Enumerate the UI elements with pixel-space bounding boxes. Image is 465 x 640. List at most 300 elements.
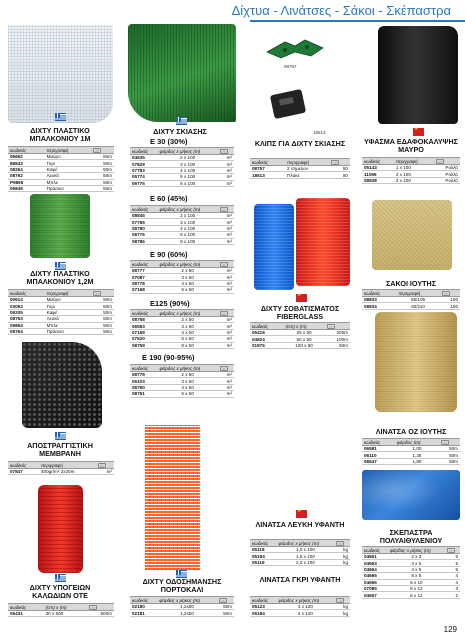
table-cell: 50m <box>91 309 114 315</box>
table-cell: 6 x 12 <box>388 592 445 598</box>
table-cell: 08264 <box>8 166 45 172</box>
unit-icon: ▭ <box>98 463 106 468</box>
table-cell: 400gr/m² 2x20m <box>39 469 96 475</box>
table-cell: 04663 <box>362 560 388 566</box>
table-cell: 3 x 100 <box>158 219 218 225</box>
table-header-cell: κωδικός <box>250 540 276 547</box>
table-cell: 05662 <box>8 154 45 160</box>
balcony-net-1-2m-title: ΔΙΧΤΥ ΠΛΑΣΤΙΚΟ ΜΠΑΛΚΟΝΙΟΥ 1,2M <box>26 269 94 286</box>
drainage-membrane-table <box>8 461 114 475</box>
table-cell: 50m <box>325 342 350 348</box>
table-cell: 5 x 50 <box>158 287 218 293</box>
table-cell: 8 x 12 <box>388 585 445 591</box>
table-cell: 06581 <box>362 446 395 452</box>
unit-icon: ▭ <box>336 541 344 546</box>
unit-icon: ▭ <box>331 160 339 165</box>
table-cell: m² <box>218 268 234 274</box>
table-cell: 2 x 100 <box>158 155 218 161</box>
table-cell: 05184 <box>250 610 276 616</box>
table-row <box>130 342 234 348</box>
col-description: περιγραφή <box>45 290 91 297</box>
table-cell: 07765 <box>130 219 158 225</box>
clips-title: ΚΛΙΠΣ ΓΙΑ ΔΙΧΤΥ ΣΚΙΑΣΗΣ <box>254 139 346 148</box>
table-cell: 05119 <box>250 559 276 565</box>
table-row <box>362 177 460 183</box>
table-cell: m² <box>218 232 234 238</box>
table-cell: 08779 <box>130 372 158 378</box>
table-cell: 08757 <box>250 166 285 172</box>
balcony-net-1m-table <box>8 146 114 192</box>
clip-black-icon <box>268 88 308 122</box>
burlap-white-table <box>250 539 350 566</box>
header-rule <box>250 20 465 22</box>
table-cell: 08759 <box>130 342 158 348</box>
shade-group-title: E 90 (60%) <box>150 250 188 259</box>
table-cell: kg <box>334 610 350 616</box>
fiberglass-net-photo <box>254 198 352 290</box>
traffic-net-title: ΔΙΧΤΥ ΟΔΟΣΗΜΑΝΣΗΣ ΠΟΡΤΟΚΑΛΙ <box>142 577 222 594</box>
jute-burlap-title: ΛΙΝΑΤΣΑ ΟΖ ΙΟΥΤΗΣ <box>375 427 447 436</box>
table-cell: 100 x 50 <box>284 342 325 348</box>
table-header-cell: κωδικός <box>362 547 388 554</box>
table-cell: kg <box>334 559 350 565</box>
table-row <box>250 559 350 565</box>
table-cell: 50m <box>91 160 114 166</box>
table-cell: m² <box>218 384 234 390</box>
table-header-cell: περιγραφή <box>394 158 434 165</box>
ground-cover-fabric-photo <box>378 26 458 124</box>
table-header-cell: κωδικός <box>130 365 158 372</box>
tarp-photo <box>362 470 460 520</box>
table-cell: P9865 <box>8 179 45 185</box>
table-header-cell: φάρδος (m) <box>395 439 440 446</box>
table-cell: 88843 <box>8 160 45 166</box>
table-header-cell: περιγραφή <box>285 159 329 166</box>
table-cell: 3 x 100 <box>158 161 218 167</box>
unit-icon: ▭ <box>219 598 227 603</box>
table-cell: 4 x 100 <box>158 167 218 173</box>
table-cell: 8 x 50 <box>158 342 218 348</box>
table-cell: 2 x 100 <box>158 213 218 219</box>
table-cell: 04664 <box>362 566 388 572</box>
traffic-net-table <box>130 596 234 617</box>
table-cell: m² <box>218 167 234 173</box>
table-header-cell: φάρδος x μήκος (m) <box>158 206 218 213</box>
table-cell: 4 x 100 <box>158 225 218 231</box>
table-cell: m² <box>218 378 234 384</box>
table-cell: 50m <box>91 173 114 179</box>
unit-icon: ▭ <box>441 440 449 445</box>
jute-sacks-title: ΣΑΚΟΙ ΙΟΥΤΗΣ <box>385 279 437 288</box>
unit-icon: ▭ <box>93 291 101 296</box>
china-flag-icon <box>296 294 307 302</box>
drainage-membrane-photo <box>22 342 102 428</box>
shade-group-title: E 60 (45%) <box>150 194 188 203</box>
table-cell: 5 x 100 <box>158 174 218 180</box>
table-cell: 50m <box>91 154 114 160</box>
table-cell: 4 x 50 <box>158 384 218 390</box>
table-cell: 25 x 50 <box>284 330 325 336</box>
jute-sacks-table <box>362 289 460 310</box>
table-row <box>362 303 460 309</box>
table-cell: 04661 <box>362 554 388 560</box>
table-cell: 02180 <box>130 604 157 610</box>
table-cell: 05184 <box>250 553 276 559</box>
shade-net-photo <box>128 24 236 122</box>
table-cell: 5 <box>445 560 460 566</box>
balcony-net-white-photo <box>8 25 113 123</box>
shade-group-title: E125 (90%) <box>150 299 190 308</box>
table-header-cell: κωδικός <box>130 310 158 317</box>
table-cell: 5 x 8 <box>388 573 445 579</box>
burlap-white-title: ΛΙΝΑΤΣΑ ΛΕΥΚΗ ΥΦΑΝΤΗ <box>255 520 345 529</box>
table-header-cell: φάρδος x μήκος (m) <box>158 261 218 268</box>
table-row <box>8 469 114 475</box>
table-cell: 05415 <box>250 330 284 336</box>
table-header-cell: φάρδος x μήκος (m) <box>276 597 334 604</box>
burlap-grey-title: ΛΙΝΑΤΣΑ ΓΚΡΙ ΥΦΑΝΤΗ <box>259 575 341 584</box>
unit-icon: ▭ <box>336 598 344 603</box>
table-cell: 50 x 50 <box>284 336 325 342</box>
col-unit-icon <box>96 462 114 469</box>
clip2-code-label: 18513 <box>313 130 326 135</box>
col-unit-icon <box>87 604 114 611</box>
table-cell: 08834 <box>362 303 396 309</box>
table-cell: Πράσινο <box>45 328 91 334</box>
table-cell: 05143 <box>362 165 394 171</box>
table-cell: 04666 <box>362 579 388 585</box>
table-row <box>250 610 350 616</box>
shade-e30-table <box>130 147 234 187</box>
table-cell: 100 <box>440 303 460 309</box>
col-code: κωδικός <box>8 604 44 611</box>
table-cell: 08777 <box>130 268 158 274</box>
table-cell: 50 <box>329 166 350 172</box>
table-header-cell: κωδικός <box>130 597 157 604</box>
unit-icon: ▭ <box>220 207 228 212</box>
unit-icon: ▭ <box>220 149 228 154</box>
table-cell: 500m <box>87 611 114 617</box>
table-cell: m² <box>218 280 234 286</box>
greece-flag-icon <box>55 574 66 582</box>
table-row <box>130 180 234 186</box>
balcony-net-1-2m-table <box>8 289 114 335</box>
table-row <box>8 611 114 617</box>
table-header-cell: (cm) x (m) <box>284 323 325 330</box>
table-cell: m² <box>218 174 234 180</box>
table-cell: 08778 <box>130 280 158 286</box>
table-cell: Ρολλό <box>434 165 460 171</box>
table-cell: 6 x 10 <box>388 579 445 585</box>
table-cell: 07620 <box>130 336 158 342</box>
table-header-cell: κωδικός <box>250 323 284 330</box>
burlap-grey-table <box>250 596 350 617</box>
table-cell: 50m <box>91 297 114 303</box>
table-cell: 6 <box>445 566 460 572</box>
table-cell: m² <box>218 287 234 293</box>
table-cell: Λευκό <box>45 316 91 322</box>
table-cell: Λευκό <box>45 173 91 179</box>
table-cell: 1,35 <box>395 452 440 458</box>
table-row <box>130 391 234 397</box>
table-cell: 50m <box>91 328 114 334</box>
table-cell: 6 x 50 <box>158 336 218 342</box>
ground-cover-fabric-title: ΥΦΑΣΜΑ ΕΔΑΦΟΚΑΛΥΨΗΣ ΜΑΥΡΟ <box>364 137 458 154</box>
table-cell: Γκρι <box>45 303 91 309</box>
table-cell: 30 x 500 <box>44 611 87 617</box>
fiberglass-net-title: ΔΙΧΤΥ ΣΟΒΑΤΙΣΜΑΤΟΣ FIBERGLASS <box>260 304 340 321</box>
china-flag-icon <box>413 128 424 136</box>
unit-icon: ▭ <box>442 291 450 296</box>
table-cell: 02181 <box>130 610 157 616</box>
table-cell: Μαύρο <box>45 154 91 160</box>
table-cell: 07168 <box>130 287 158 293</box>
table-cell: 4 x 120 <box>276 610 334 616</box>
table-cell: 06103 <box>130 378 158 384</box>
table-header-cell: φάρδος x μήκος (m) <box>276 540 334 547</box>
col-code: κωδικός <box>8 290 45 297</box>
clip-code-label: 08767 <box>284 64 297 69</box>
table-header-cell: φάρδος x μήκος (m) <box>388 547 445 554</box>
table-cell: m² <box>96 469 114 475</box>
table-row <box>362 592 460 598</box>
table-row <box>8 185 114 191</box>
table-cell: Μπλε <box>45 179 91 185</box>
table-cell: 4 <box>445 573 460 579</box>
unit-icon: ▭ <box>89 605 97 610</box>
table-cell: Ρολλό <box>434 171 460 177</box>
table-cell: 08833 <box>362 297 396 303</box>
tarp-title: ΣΚΕΠΑΣΤΡΑ ΠΟΛΥΑΙΘΥΛΕΝΙΟΥ <box>379 528 443 545</box>
table-cell: m² <box>218 180 234 186</box>
table-cell: 06547 <box>362 458 395 464</box>
table-cell: 3 x 50 <box>158 274 218 280</box>
tarp-table <box>362 546 460 599</box>
table-cell: 3 x 50 <box>158 323 218 329</box>
table-cell: 50m <box>91 185 114 191</box>
cable-warning-net-title: ΔΙΧΤΥ ΥΠΟΓΕΙΩΝ ΚΑΛΩΔΙΩΝ ΟΤΕ <box>29 583 91 600</box>
table-cell: 100 <box>440 297 460 303</box>
table-row <box>8 328 114 334</box>
table-header-cell: κωδικός <box>362 290 396 297</box>
table-cell: 200m <box>325 330 350 336</box>
table-cell: 08762 <box>8 173 45 179</box>
table-cell: 3 x 120 <box>276 604 334 610</box>
shade-e190-table <box>130 364 234 398</box>
table-cell: 2 x 3 <box>388 554 445 560</box>
jute-burlap-photo <box>375 312 457 412</box>
table-header-cell: κωδικός <box>362 439 395 446</box>
table-header-cell: φάρδος x μήκος (m) <box>158 310 218 317</box>
table-header-cell: κωδικός <box>130 148 158 155</box>
unit-icon: ▭ <box>220 311 228 316</box>
table-cell: 05118 <box>250 547 276 553</box>
table-cell: 1,00 <box>395 446 440 452</box>
ground-cover-fabric-table <box>362 157 460 184</box>
table-cell: 07783 <box>130 167 158 173</box>
table-row <box>130 287 234 293</box>
table-cell: 2 x 50 <box>158 268 218 274</box>
table-cell: 08760 <box>130 384 158 390</box>
fiberglass-net-table <box>250 322 350 349</box>
shade-e60-table <box>130 205 234 245</box>
table-cell: 05123 <box>250 604 276 610</box>
unit-icon: ▭ <box>327 324 335 329</box>
table-cell: 50m <box>439 452 460 458</box>
table-cell: 07169 <box>130 329 158 335</box>
table-cell: 1,2x50 <box>157 610 217 616</box>
table-cell: m² <box>218 213 234 219</box>
table-cell: kg <box>334 553 350 559</box>
table-cell: 07847 <box>8 469 39 475</box>
table-cell: m² <box>218 323 234 329</box>
table-header-cell: φάρδος x μήκος (m) <box>158 365 218 372</box>
table-cell: 50 <box>329 172 350 178</box>
jute-burlap-table <box>362 438 460 465</box>
cable-warning-net-table <box>8 603 114 617</box>
col-code: κωδικός <box>8 462 39 469</box>
table-cell: 3 x 50 <box>158 378 218 384</box>
table-cell: 18513 <box>250 172 285 178</box>
table-cell: 08758 <box>130 317 158 323</box>
table-cell: 2 x 100 <box>394 171 434 177</box>
table-cell: 04667 <box>362 592 388 598</box>
table-cell: 08838 <box>362 177 394 183</box>
table-cell: 11096 <box>362 171 394 177</box>
table-cell: Μαύρο <box>45 297 91 303</box>
page-header <box>0 0 465 22</box>
table-cell: 50m <box>439 446 460 452</box>
table-cell: 05774 <box>130 174 158 180</box>
table-cell: 09864 <box>8 322 45 328</box>
table-cell: m² <box>218 336 234 342</box>
clip-green-icon <box>265 38 325 60</box>
table-cell: 6 x 100 <box>158 232 218 238</box>
table-row <box>130 610 234 616</box>
table-cell: m² <box>218 329 234 335</box>
shade-e90-table <box>130 260 234 294</box>
unit-icon: ▭ <box>93 148 101 153</box>
table-cell: Μπλε <box>45 322 91 328</box>
greece-flag-icon <box>55 432 66 440</box>
table-cell: 05431 <box>8 611 44 617</box>
unit-icon: ▭ <box>220 366 228 371</box>
greece-flag-icon <box>176 117 187 125</box>
table-cell: 1,2x50 <box>157 604 217 610</box>
table-cell: 00614 <box>8 297 45 303</box>
table-cell: m² <box>218 219 234 225</box>
drainage-membrane-title: ΑΠΟΣΤΡΑΓΓΙΣΤΙΚΗ ΜΕΜΒΡΑΝΗ <box>27 441 93 458</box>
table-cell: 6 x 100 <box>158 180 218 186</box>
table-header-cell: φάρδος x μήκος (m) <box>157 597 217 604</box>
clips-table <box>250 158 350 179</box>
table-cell: 08763 <box>8 316 45 322</box>
table-cell: 1,80 <box>395 458 440 464</box>
unit-icon: ▭ <box>447 548 455 553</box>
table-cell: 1,5 x 100 <box>276 553 334 559</box>
table-header-cell: κωδικός <box>250 159 285 166</box>
shade-group-title: E 190 (90-95%) <box>142 353 195 362</box>
col-description: περιγραφή <box>45 147 91 154</box>
col-unit-icon <box>91 147 114 154</box>
table-cell: 04635 <box>130 155 158 161</box>
jute-sacks-photo <box>372 200 452 270</box>
table-cell: kg <box>334 547 350 553</box>
table-cell: 1 x 100 <box>394 165 434 171</box>
table-cell: m² <box>218 155 234 161</box>
table-cell: 65/105 <box>396 297 439 303</box>
table-cell: Καφέ <box>45 166 91 172</box>
table-cell: 50m <box>217 604 234 610</box>
table-cell: 09775 <box>130 180 158 186</box>
table-cell: 2 x 50 <box>158 372 218 378</box>
table-header-cell: φάρδος x μήκος (m) <box>158 148 218 155</box>
table-header-cell: κωδικός <box>130 206 158 213</box>
table-header-cell: περιγραφή <box>396 290 439 297</box>
table-cell: 08845 <box>130 213 158 219</box>
cable-warning-net-photo <box>38 485 83 573</box>
table-cell: 2,0 x 100 <box>276 559 334 565</box>
table-cell: m² <box>218 342 234 348</box>
table-cell: Πράσινο <box>45 185 91 191</box>
table-cell: 05849 <box>8 185 45 191</box>
traffic-net-orange-photo <box>145 425 200 570</box>
shade-group-title: E 30 (30%) <box>150 137 188 146</box>
col-unit-icon <box>91 290 114 297</box>
table-cell: 2 <box>445 592 460 598</box>
table-cell: 50m <box>91 316 114 322</box>
greece-flag-icon <box>55 113 66 121</box>
table-row <box>250 172 350 178</box>
unit-icon: ▭ <box>436 159 444 164</box>
table-cell: 06563 <box>130 323 158 329</box>
table-cell: 50m <box>217 610 234 616</box>
table-cell: 2 x 50 <box>158 317 218 323</box>
table-cell: 06110 <box>362 452 395 458</box>
table-cell: 1,0 x 100 <box>276 547 334 553</box>
table-cell: 50m <box>91 179 114 185</box>
table-cell: 09205 <box>8 309 45 315</box>
table-cell: 2 σημείων <box>285 166 329 172</box>
unit-icon: ▭ <box>220 262 228 267</box>
col-size: (cm) x (m) <box>44 604 87 611</box>
table-cell: 5 x 50 <box>158 391 218 397</box>
table-cell: 100m <box>325 336 350 342</box>
table-cell: Ρολλό <box>434 177 460 183</box>
table-cell: 3 <box>445 585 460 591</box>
table-cell: 4 x 50 <box>158 280 218 286</box>
table-cell: m² <box>218 161 234 167</box>
table-cell: 04665 <box>362 573 388 579</box>
shade-net-title: ΔΙΧΤΥ ΣΚΙΑΣΗΣ <box>153 127 207 136</box>
table-cell: m² <box>218 238 234 244</box>
table-cell: m² <box>218 274 234 280</box>
table-cell: 4 x 5 <box>388 566 445 572</box>
table-cell: 3 x 100 <box>394 177 434 183</box>
table-header-cell: κωδικός <box>130 261 158 268</box>
balcony-net-green-photo <box>30 194 90 258</box>
table-row <box>250 342 350 348</box>
table-cell: 8 x 100 <box>158 238 218 244</box>
table-cell: 50m <box>91 322 114 328</box>
table-cell: 03063 <box>8 303 45 309</box>
table-header-cell: κωδικός <box>362 158 394 165</box>
table-cell: 60/110 <box>396 303 439 309</box>
table-cell: 08761 <box>130 391 158 397</box>
table-cell: 50m <box>91 303 114 309</box>
table-cell: 4 <box>445 579 460 585</box>
table-cell: 08780 <box>130 225 158 231</box>
